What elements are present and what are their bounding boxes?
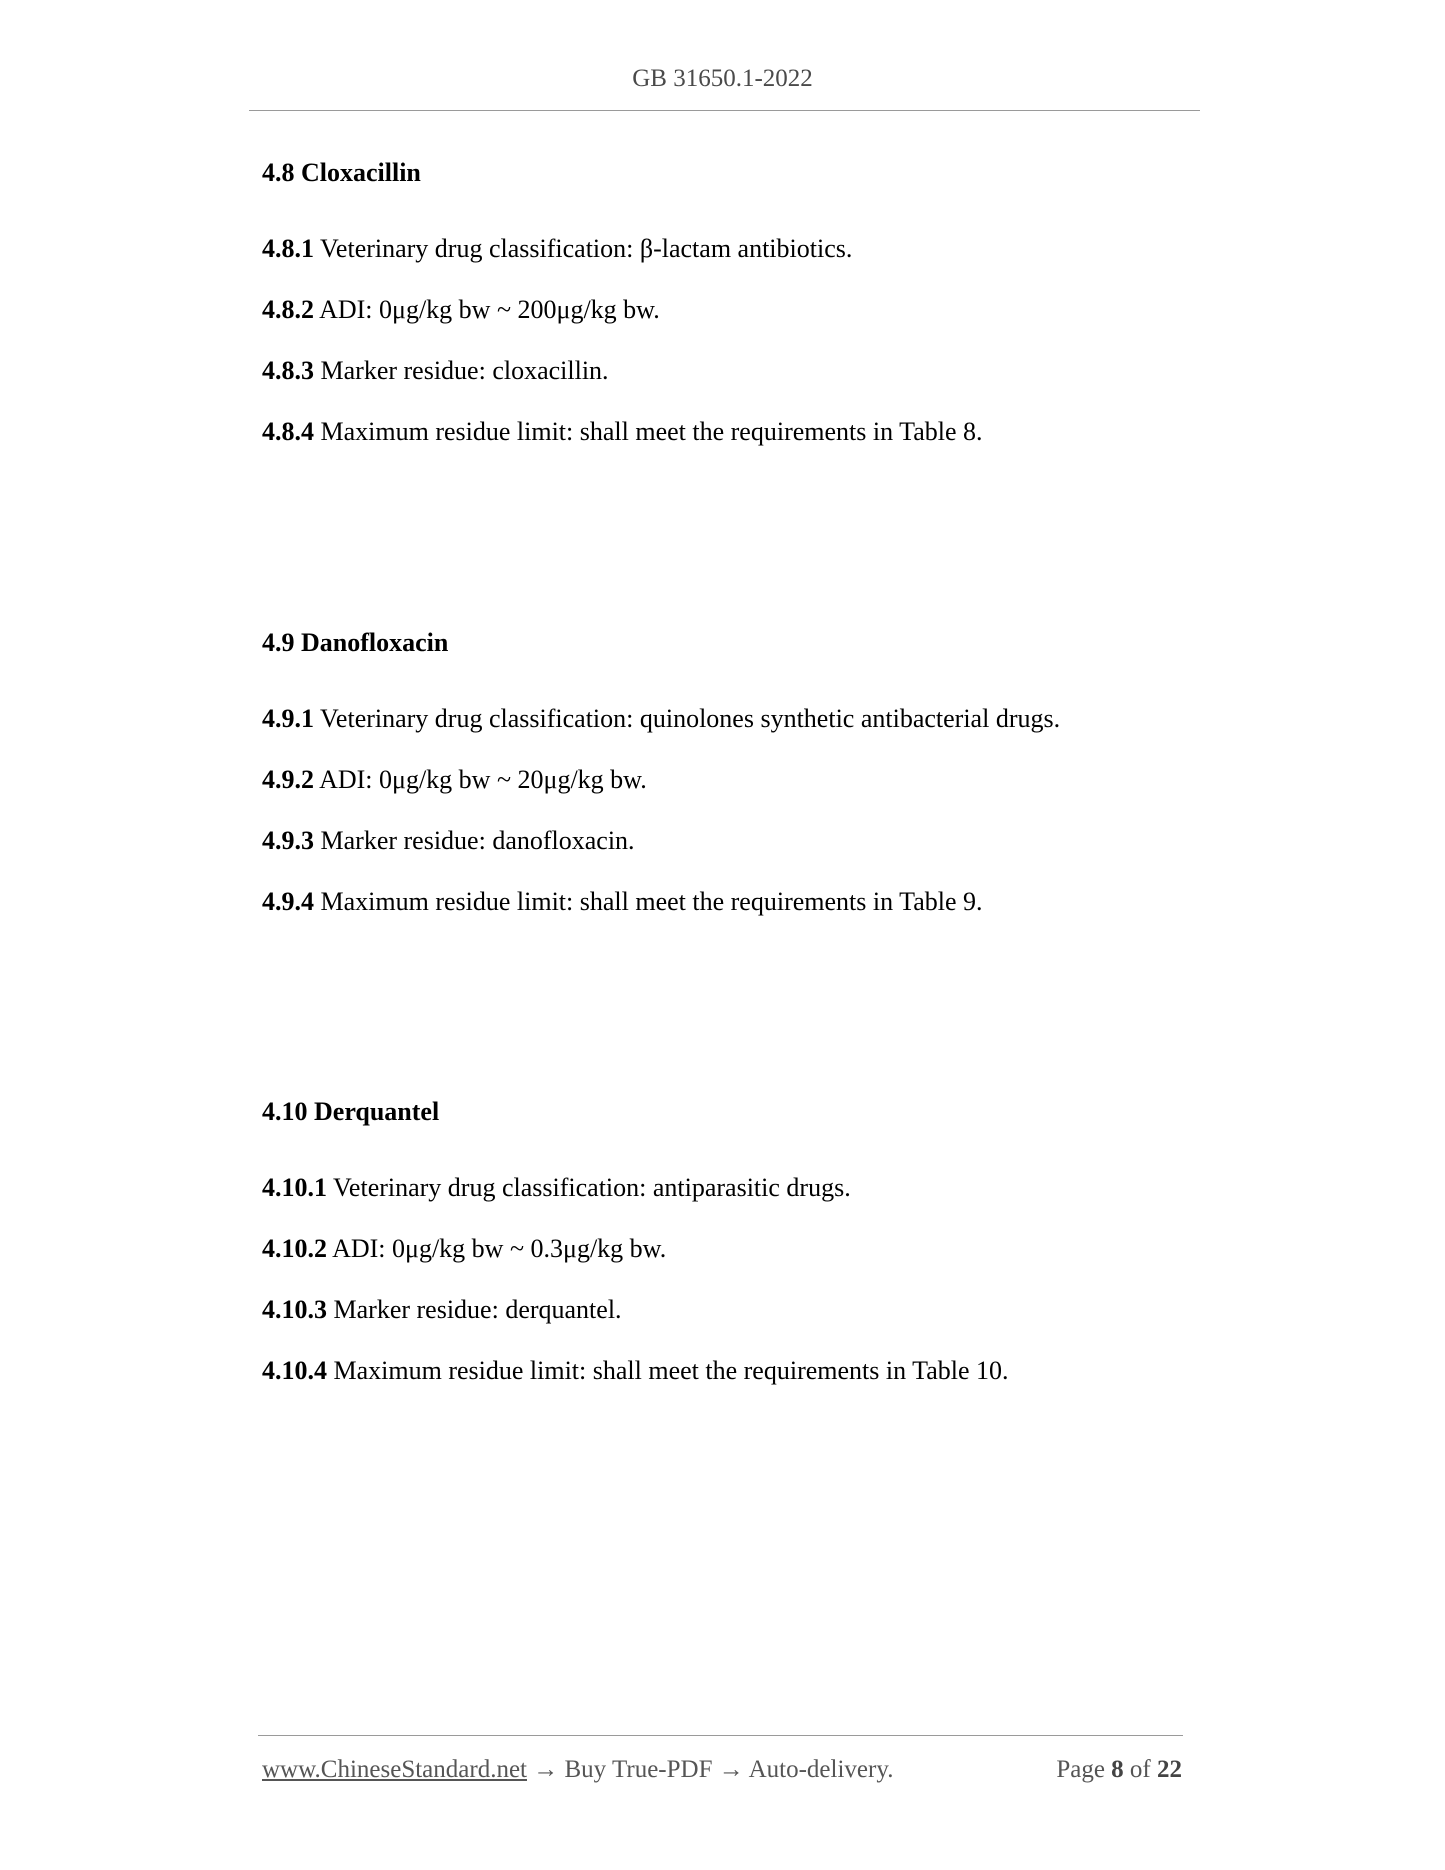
item-number: 4.8.1	[262, 234, 314, 263]
buy-true-pdf-text: Buy True-PDF	[564, 1756, 713, 1783]
item-text: Veterinary drug classification: quinolones synthetic antibacterial drugs.	[314, 704, 1061, 733]
item-text: ADI: 0μg/kg bw ~ 20μg/kg bw.	[314, 765, 647, 794]
item-number: 4.10.4	[262, 1356, 327, 1385]
auto-delivery-text: Auto-delivery.	[748, 1756, 894, 1783]
website-link[interactable]: www.ChineseStandard.net	[262, 1756, 527, 1783]
item-number: 4.10.3	[262, 1295, 327, 1324]
list-item	[262, 886, 983, 918]
list-item	[262, 416, 983, 448]
item-number: 4.10.2	[262, 1234, 327, 1263]
list-item	[262, 1233, 666, 1265]
page-number	[1056, 1754, 1182, 1786]
item-number: 4.8.3	[262, 356, 314, 385]
section-title: 4.9 Danofloxacin	[262, 628, 449, 657]
section-4-9	[262, 627, 1202, 927]
item-text: Maximum residue limit: shall meet the requirements in Table 8.	[314, 417, 983, 446]
section-title: 4.10 Derquantel	[262, 1097, 440, 1126]
footer-promo	[262, 1754, 893, 1786]
item-text: Marker residue: derquantel.	[327, 1295, 622, 1324]
page-current: 8	[1111, 1756, 1124, 1783]
item-text: Maximum residue limit: shall meet the requirements in Table 10.	[327, 1356, 1009, 1385]
arrow-right-icon: →	[533, 1756, 559, 1783]
item-text: Veterinary drug classification: antiparasitic drugs.	[327, 1173, 851, 1202]
footer-divider	[258, 1735, 1183, 1736]
item-number: 4.8.4	[262, 417, 314, 446]
item-text: Maximum residue limit: shall meet the requirements in Table 9.	[314, 887, 983, 916]
item-text: Marker residue: danofloxacin.	[314, 826, 635, 855]
page-footer	[262, 1754, 1182, 1786]
section-4-10	[262, 1096, 1202, 1396]
item-text: Veterinary drug classification: β-lactam antibiotics.	[314, 234, 853, 263]
item-number: 4.10.1	[262, 1173, 327, 1202]
list-item	[262, 233, 852, 265]
header-divider	[249, 110, 1200, 111]
page-label: Page	[1056, 1756, 1105, 1783]
item-text: Marker residue: cloxacillin.	[314, 356, 609, 385]
item-text: ADI: 0μg/kg bw ~ 200μg/kg bw.	[314, 295, 660, 324]
list-item	[262, 764, 647, 796]
list-item	[262, 1355, 1009, 1387]
list-item	[262, 294, 660, 326]
section-4-8	[262, 157, 1202, 457]
item-number: 4.8.2	[262, 295, 314, 324]
list-item	[262, 1294, 622, 1326]
item-number: 4.9.2	[262, 765, 314, 794]
item-number: 4.9.3	[262, 826, 314, 855]
arrow-right-icon: →	[718, 1756, 744, 1783]
section-title: 4.8 Cloxacillin	[262, 158, 421, 187]
list-item	[262, 703, 1060, 735]
page-of-label: of	[1129, 1756, 1151, 1783]
list-item	[262, 825, 635, 857]
item-number: 4.9.4	[262, 887, 314, 916]
item-number: 4.9.1	[262, 704, 314, 733]
list-item	[262, 355, 609, 387]
document-id: GB 31650.1-2022	[632, 65, 813, 92]
page-total: 22	[1157, 1756, 1182, 1783]
item-text: ADI: 0μg/kg bw ~ 0.3μg/kg bw.	[327, 1234, 667, 1263]
list-item	[262, 1172, 851, 1204]
